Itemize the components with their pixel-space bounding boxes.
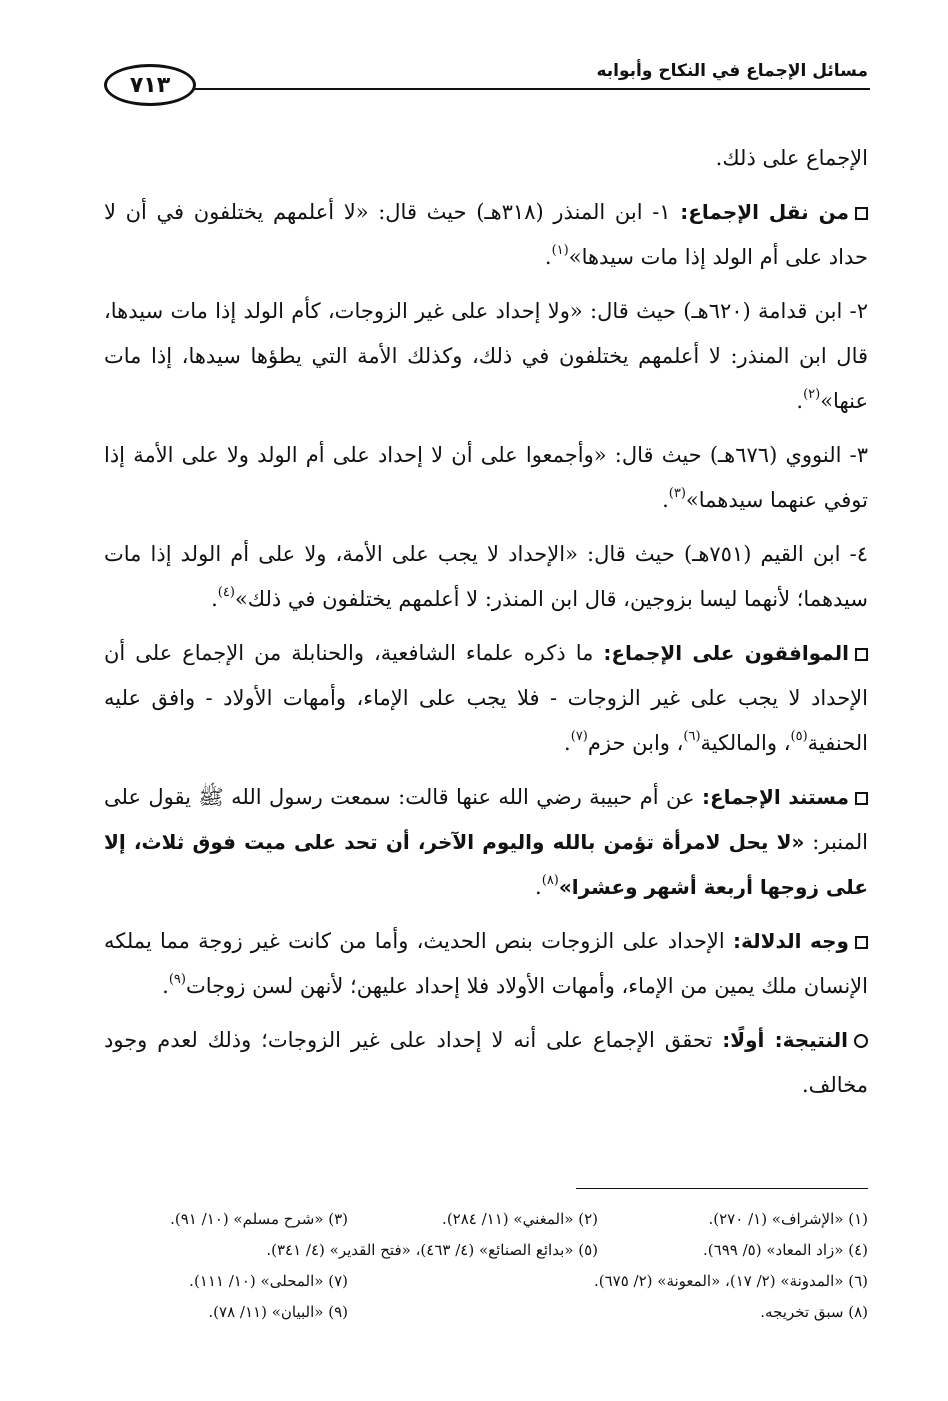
paragraph-basis: مستند الإجماع: عن أم حبيبة رضي الله عنها قالت: سمعت رسول الله ﷺ يقول على المنبر: «لا يحل لامرأة تؤمن بالله واليوم الآخر، أن تحد على ميت فوق ثلاث، إلا على زوجها أربعة أشهر وعشرا»$^{(٨)}$. xyxy=(104,785,868,899)
footnote: (٨) سبق تخريجه. xyxy=(760,1303,868,1321)
footnote: (٧) «المحلى» (١٠/ ١١١). xyxy=(189,1272,348,1290)
footnote-ref: (٥) xyxy=(790,729,808,744)
paragraph-text: ، وابن حزم xyxy=(587,731,684,755)
footnote-row xyxy=(104,1297,868,1328)
paragraph-nawawi: ٣- النووي (٦٧٦هـ) حيث قال: «وأجمعوا على أن لا إحداد على أم الولد ولا على الأمة إذا توفي عنهما سيدهما»$^{(٣)}$. xyxy=(104,443,868,512)
footnote: (٩) «البيان» (١١/ ٧٨). xyxy=(208,1303,348,1321)
page-number-oval xyxy=(104,64,196,106)
footnote-ref: (٩) xyxy=(168,972,186,987)
footnote: (٣) «شرح مسلم» (١٠/ ٩١). xyxy=(170,1210,348,1228)
paragraph-text: ٢- ابن قدامة (٦٢٠هـ) حيث قال: «ولا إحداد على غير الزوجات، كأم الولد إذا مات سيدها، قال ابن المنذر: لا أعلمهم يختلفون في ذلك، وكذلك الأمة التي يطؤها سيدها، إذا مات عنها» xyxy=(104,299,868,413)
section-lead: مستند الإجماع: xyxy=(701,785,849,809)
paragraph-indication: وجه الدلالة: الإحداد على الزوجات بنص الحديث، وأما من كانت غير زوجة مما يملكه الإنسان ملك يمين من الإماء، وأمهات الأولاد فلا إحداد عليهن؛ لأنهن لسن زوجات$^{(٩)}$. xyxy=(104,929,868,998)
footnote-ref: (٢) xyxy=(803,387,821,402)
paragraph-text: ٣- النووي (٦٧٦هـ) حيث قال: «وأجمعوا على أن لا إحداد على أم الولد ولا على الأمة إذا توفي عنهما سيدهما» xyxy=(104,443,868,512)
paragraph-text: عن أم حبيبة رضي الله عنها قالت: سمعت رسول الله ﷺ يقول على المنبر: xyxy=(104,785,868,854)
footnote-ref: (١) xyxy=(551,243,569,258)
paragraph-text: ٤- ابن القيم (٧٥١هـ) حيث قال: «الإحداد لا يجب على الأمة، ولا على أم الولد إذا مات سيدهما؛ لأنهما ليسا بزوجين، قال ابن المنذر: لا أعلمهم يختلفون في ذلك» xyxy=(104,542,868,611)
paragraph-text: ، والمالكية xyxy=(700,731,791,755)
footnote-ref: (٨) xyxy=(541,873,559,888)
square-bullet-icon xyxy=(855,936,868,949)
footnote-rule xyxy=(576,1188,868,1189)
running-title: مسائل الإجماع في النكاح وأبوابه xyxy=(596,61,868,81)
paragraph-transmitters: من نقل الإجماع: ١- ابن المنذر (٣١٨هـ) حيث قال: «لا أعلمهم يختلفون في أن لا حداد على أم الولد إذا مات سيدها»$^{(١)}$. xyxy=(104,200,868,269)
paragraph-intro xyxy=(104,136,868,181)
footnote-row xyxy=(104,1235,868,1266)
paragraph-text: ما ذكره علماء الشافعية، والحنابلة من الإجماع على أن الإحداد لا يجب على غير الزوجات - فلا يجب على الإماء، وأمهات الأولاد - وافق عليه الحنفية xyxy=(104,641,868,755)
footnote-row xyxy=(104,1204,868,1235)
footnote: (٦) «المدونة» (٢/ ١٧)، «المعونة» (٢/ ٦٧٥). xyxy=(593,1272,868,1290)
footnote-row xyxy=(104,1266,868,1297)
square-bullet-icon xyxy=(855,792,868,805)
footnote-ref: (٧) xyxy=(570,729,588,744)
paragraph-ibn-qudama: ٢- ابن قدامة (٦٢٠هـ) حيث قال: «ولا إحداد على غير الزوجات، كأم الولد إذا مات سيدها، قال ابن المنذر: لا أعلمهم يختلفون في ذلك، وكذلك الأمة التي يطؤها سيدها، إذا مات عنها»$^{(٢)}$. xyxy=(104,299,868,413)
paragraph-text: ١- ابن المنذر (٣١٨هـ) حيث قال: «لا أعلمهم يختلفون في أن لا حداد على أم الولد إذا مات سيدها» xyxy=(104,200,868,269)
footnote: (١) «الإشراف» (١/ ٢٧٠). xyxy=(708,1210,868,1228)
footnote-ref: (٣) xyxy=(668,486,686,501)
paragraph-text: الإحداد على الزوجات بنص الحديث، وأما من كانت غير زوجة مما يملكه الإنسان ملك يمين من الإماء، وأمهات الأولاد فلا إحداد عليهن؛ لأنهن لسن زوجات xyxy=(104,929,868,998)
footnote-ref: (٦) xyxy=(683,729,701,744)
header-rule xyxy=(188,88,870,90)
paragraph-text: تحقق الإجماع على أنه لا إحداد على غير الزوجات؛ وذلك لعدم وجود مخالف. xyxy=(104,1028,868,1097)
circle-bullet-icon xyxy=(854,1034,868,1048)
paragraph-result xyxy=(104,1018,868,1108)
footnote-ref: (٤) xyxy=(217,585,235,600)
footnote: (٥) «بدائع الصنائع» (٤/ ٤٦٣)، «فتح القدير» (٤/ ٣٤١). xyxy=(266,1241,598,1259)
square-bullet-icon xyxy=(855,207,868,220)
paragraph-text: الإجماع على ذلك. xyxy=(715,146,868,170)
section-lead: من نقل الإجماع: xyxy=(680,200,849,224)
square-bullet-icon xyxy=(855,648,868,661)
page-number: ٧١٣ xyxy=(129,72,171,98)
section-lead: وجه الدلالة: xyxy=(733,929,849,953)
hadith-quote: «لا يحل لامرأة تؤمن بالله واليوم الآخر، أن تحد على ميت فوق ثلاث، إلا على زوجها أربعة أشهر وعشرا» xyxy=(104,830,868,899)
paragraph-agreeing: الموافقون على الإجماع: ما ذكره علماء الشافعية، والحنابلة من الإجماع على أن الإحداد لا يجب على غير الزوجات - فلا يجب على الإماء، وأمهات الأولاد - وافق عليه الحنفية$^{(٥)}$، والمالكية$^{(٦)}$، وابن حزم$^{(٧)}$. xyxy=(104,641,868,755)
paragraph-ibn-qayyim: ٤- ابن القيم (٧٥١هـ) حيث قال: «الإحداد لا يجب على الأمة، ولا على أم الولد إذا مات سيدهما؛ لأنهما ليسا بزوجين، قال ابن المنذر: لا أعلمهم يختلفون في ذلك»$^{(٤)}$. xyxy=(104,542,868,611)
footnotes xyxy=(104,1204,868,1328)
footnote: (٢) «المغني» (١١/ ٢٨٤). xyxy=(442,1210,598,1228)
section-lead: الموافقون على الإجماع: xyxy=(603,641,849,665)
footnote: (٤) «زاد المعاد» (٥/ ٦٩٩). xyxy=(703,1241,868,1259)
main-text xyxy=(104,136,868,1117)
section-lead: النتيجة: أولًا: xyxy=(722,1028,848,1052)
